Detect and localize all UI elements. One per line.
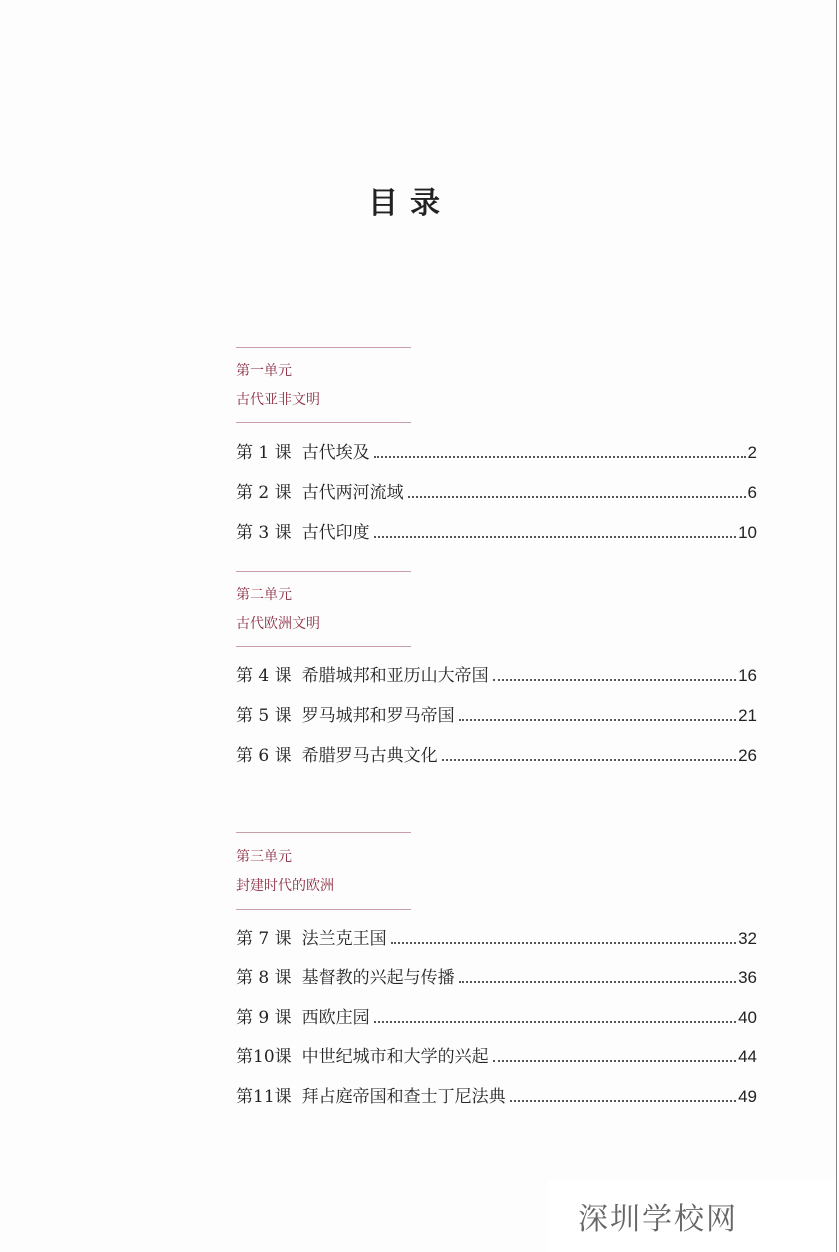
unit-divider [236,832,411,833]
lesson-number: 第 4 课 [236,666,292,686]
dot-leader [459,981,736,983]
lesson-number: 第 2 课 [236,483,292,503]
unit-divider [236,422,411,423]
lesson-number: 第 7 课 [236,929,292,949]
unit-divider [236,646,411,647]
toc-entry[interactable] [236,438,757,462]
toc-entry[interactable] [236,924,757,948]
lesson-title: 法兰克王国 [301,929,387,949]
unit-divider [236,571,411,572]
dot-leader [510,1100,736,1102]
dot-leader [374,1021,736,1023]
unit-divider [236,347,411,348]
lesson-title: 基督教的兴起与传播 [301,968,455,988]
dot-leader [459,719,736,721]
toc-entry[interactable] [236,741,757,765]
lesson-number: 第 9 课 [236,1008,292,1028]
unit-divider [236,909,411,910]
watermark-text: 深圳学校网 [578,1202,738,1237]
lesson-title: 希腊城邦和亚历山大帝国 [301,666,489,686]
lesson-title: 古代埃及 [301,443,370,463]
lesson-title: 拜占庭帝国和查士丁尼法典 [301,1087,506,1107]
lesson-title: 中世纪城市和大学的兴起 [301,1047,489,1067]
lesson-number: 第 5 课 [236,706,292,726]
page-number: 32 [738,929,757,948]
lesson-title: 西欧庄园 [301,1008,370,1028]
lesson-number: 第 3 课 [236,523,292,543]
page-number: 49 [738,1087,757,1106]
toc-entry[interactable] [236,701,757,725]
dot-leader [374,536,736,538]
lesson-number: 第11课 [236,1087,292,1107]
page-number: 2 [747,443,757,462]
page-number: 40 [738,1008,757,1027]
dot-leader [374,456,746,458]
unit-label: 第一单元 [236,363,292,379]
lesson-number: 第 6 课 [236,746,292,766]
dot-leader [442,759,736,761]
lesson-title: 古代两河流域 [301,483,404,503]
toc-entry[interactable] [236,478,757,502]
unit-label: 第三单元 [236,849,292,865]
page-number: 16 [738,666,757,685]
lesson-title: 古代印度 [301,523,370,543]
page-number: 6 [747,483,757,502]
unit-name: 古代欧洲文明 [236,616,320,632]
lesson-title: 罗马城邦和罗马帝国 [301,706,455,726]
page-title: 目录 [368,186,452,221]
dot-leader [493,1060,736,1062]
page-number: 36 [738,968,757,987]
page-edge [836,0,837,1252]
page-number: 10 [738,523,757,542]
dot-leader [391,942,736,944]
unit-label: 第二单元 [236,587,292,603]
page-number: 26 [738,746,757,765]
toc-entry[interactable] [236,1042,757,1066]
lesson-number: 第 8 课 [236,968,292,988]
lesson-number: 第 1 课 [236,443,292,463]
toc-entry[interactable] [236,1003,757,1027]
toc-entry[interactable] [236,1082,757,1106]
watermark [548,1180,835,1252]
lesson-title: 希腊罗马古典文化 [301,746,438,766]
unit-name: 古代亚非文明 [236,392,320,408]
unit-name: 封建时代的欧洲 [236,878,334,894]
page-number: 21 [738,706,757,725]
toc-entry[interactable] [236,518,757,542]
dot-leader [408,496,746,498]
lesson-number: 第10课 [236,1047,292,1067]
page-number: 44 [738,1047,757,1066]
dot-leader [493,679,736,681]
toc-entry[interactable] [236,963,757,987]
toc-entry[interactable] [236,661,757,685]
